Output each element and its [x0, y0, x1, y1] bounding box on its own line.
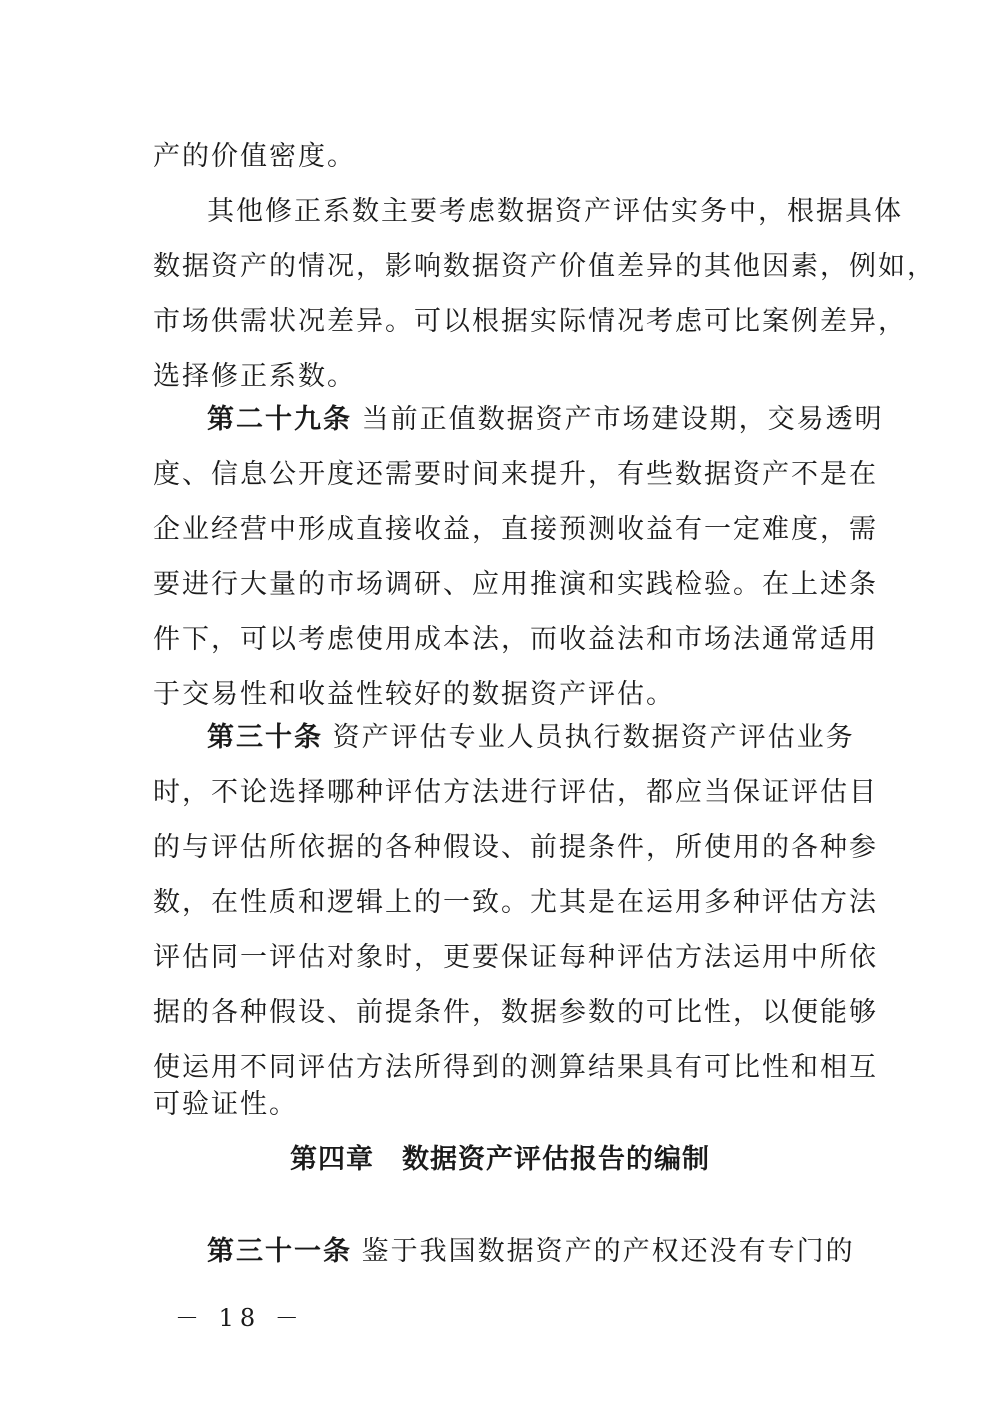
text-line: 度、信息公开度还需要时间来提升，有些数据资产不是在 [153, 459, 878, 490]
text-line: 企业经营中形成直接收益，直接预测收益有一定难度，需 [153, 514, 878, 545]
page-number: － 18 － [175, 1304, 305, 1332]
text-line: 评估同一评估对象时，更要保证每种评估方法运用中所依 [153, 942, 878, 973]
chapter-heading: 第四章 数据资产评估报告的编制 [290, 1144, 710, 1175]
text-segment: 鉴于我国数据资产的产权还没有专门的 [361, 1236, 855, 1267]
text-segment: 当前正值数据资产市场建设期，交易透明 [361, 404, 884, 435]
text-line: 使运用不同评估方法所得到的测算结果具有可比性和相互 [153, 1052, 878, 1083]
text-line: 其他修正系数主要考虑数据资产评估实务中，根据具体 [207, 196, 903, 227]
article-31-heading: 第三十一条 [207, 1236, 352, 1267]
text-segment: 资产评估专业人员执行数据资产评估业务 [332, 722, 855, 753]
text-line: 数据资产的情况，影响数据资产价值差异的其他因素，例如， [153, 251, 936, 282]
text-line: 时，不论选择哪种评估方法进行评估，都应当保证评估目 [153, 777, 878, 808]
article-29-first-line [207, 400, 884, 440]
text-line: 要进行大量的市场调研、应用推演和实践检验。在上述条 [153, 569, 878, 600]
article-30-first-line [207, 718, 853, 758]
article-29-heading: 第二十九条 [207, 404, 352, 435]
text-line: 据的各种假设、前提条件，数据参数的可比性，以便能够 [153, 997, 878, 1028]
article-31-first-line [207, 1232, 853, 1272]
text-line: 市场供需状况差异。可以根据实际情况考虑可比案例差异， [153, 306, 907, 337]
text-line: 的与评估所依据的各种假设、前提条件，所使用的各种参 [153, 832, 878, 863]
text-line: 可验证性。 [153, 1089, 298, 1120]
text-line: 于交易性和收益性较好的数据资产评估。 [153, 679, 675, 710]
text-line: 件下，可以考虑使用成本法，而收益法和市场法通常适用 [153, 624, 878, 655]
text-line: 产的价值密度。 [153, 141, 356, 172]
article-30-heading: 第三十条 [207, 722, 323, 753]
text-line: 数，在性质和逻辑上的一致。尤其是在运用多种评估方法 [153, 887, 878, 918]
text-line: 选择修正系数。 [153, 361, 356, 392]
